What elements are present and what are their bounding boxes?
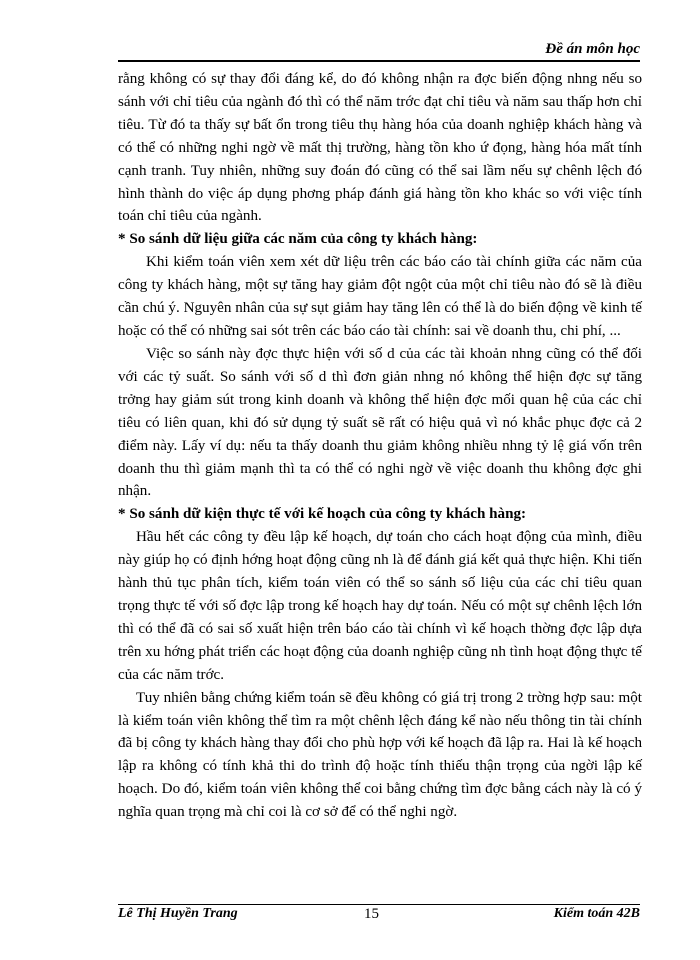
- paragraph-2: Khi kiểm toán viên xem xét dữ liệu trên các báo cáo tài chính giữa các năm của công ty khách hàng, một sự tăng hay giảm đột ngột của một chỉ tiêu nào đó sẽ là điều cần chú ý. Nguyên nhân của sự sụt giảm hay tăng lên có thể là do biến động về kinh tế hoặc có thể có những sai sót trên các báo cáo tài chính: sai về doanh thu, chi phí, ...: [118, 254, 642, 340]
- page-footer: [118, 906, 640, 928]
- document-body: [118, 68, 642, 824]
- paragraph-1: rằng không có sự thay đổi đáng kể, do đó không nhận ra đợc biến động nhng nếu so sánh với chỉ tiêu của ngành đó thì có thể năm trớc đạt chỉ tiêu và năm sau thấp hơn chỉ tiêu. Từ đó ta thấy sự bất ổn trong tiêu thụ hàng hóa của doanh nghiệp khách hàng và có thể có những nghi ngờ về mất thị trường, hàng tồn kho ứ đọng, hàng hóa mất tính cạnh tranh. Tuy nhiên, những suy đoán đó cũng có thể sai lầm nếu sự chênh lệch đó hình thành do việc áp dụng phơng pháp đánh giá hàng tồn kho khác so với việc tính toán chỉ tiêu của ngành.: [118, 71, 642, 225]
- section-heading-2: * So sánh dữ kiện thực tế với kế hoạch của công ty khách hàng:: [118, 506, 527, 523]
- footer-class: Kiểm toán 42B: [553, 906, 640, 921]
- page-number: 15: [364, 906, 379, 922]
- footer-divider: [118, 904, 640, 905]
- paragraph-4: Hầu hết các công ty đều lập kế hoạch, dự toán cho cách hoạt động của mình, điều này giúp họ có định hớng hoạt động cũng nh là để đánh giá kết quả thực hiện. Khi tiến hành thủ tục phân tích, kiểm toán viên có thể so sánh số liệu của các chỉ tiêu quan trọng thực tế với số đợc lập trong kế hoạch hay dự toán. Nếu có một sự chênh lệch lớn thì có thể đã có sai số xuất hiện trên báo cáo tài chính vì kế hoạch thờng đợc lập dựa trên xu hớng phát triển các hoạt động của doanh nghiệp cũng nh tình hoạt động thực tế của các năm trớc.: [118, 529, 642, 683]
- header-title: Đề án môn học: [545, 41, 640, 57]
- paragraph-3: Việc so sánh này đợc thực hiện với số d của các tài khoản nhng cũng có thể đối với các tỷ suất. So sánh với số d thì đơn giản nhng nó không thể hiện đợc sự tăng trởng hay giảm sút trong kinh doanh và không thể hiện đợc mối quan hệ của các chỉ tiêu có liên quan, khi đó sử dụng tỷ suất sẽ rất có hiệu quả vì nó khắc phục đợc cả 2 điểm này. Lấy ví dụ: nếu ta thấy doanh thu giảm không nhiều nhng tỷ lệ giá vốn trên doanh thu thì giảm mạnh thì ta có thể có nghi ngờ về việc doanh thu không đợc ghi nhận.: [118, 345, 642, 500]
- section-heading-1: * So sánh dữ liệu giữa các năm của công ty khách hàng:: [118, 231, 478, 248]
- footer-author: Lê Thị Huyền Trang: [118, 906, 238, 921]
- page-header: [118, 38, 640, 62]
- paragraph-5: Tuy nhiên bằng chứng kiểm toán sẽ đều không có giá trị trong 2 trờng hợp sau: một là kiểm toán viên không thể tìm ra một chênh lệch đáng kể nào nếu thông tin tài chính đã bị công ty khách hàng thay đổi cho phù hợp với kế hoạch đã lập ra. Hai là kế hoạch lập ra không có tính khả thi do trình độ hoặc tính thiếu thận trọng của ngời lập kế hoạch. Do đó, kiểm toán viên không thể coi bằng chứng tìm đợc bằng cách này là có ý nghĩa quan trọng mà chỉ coi là cơ sở để có thể nghi ngờ.: [118, 689, 642, 821]
